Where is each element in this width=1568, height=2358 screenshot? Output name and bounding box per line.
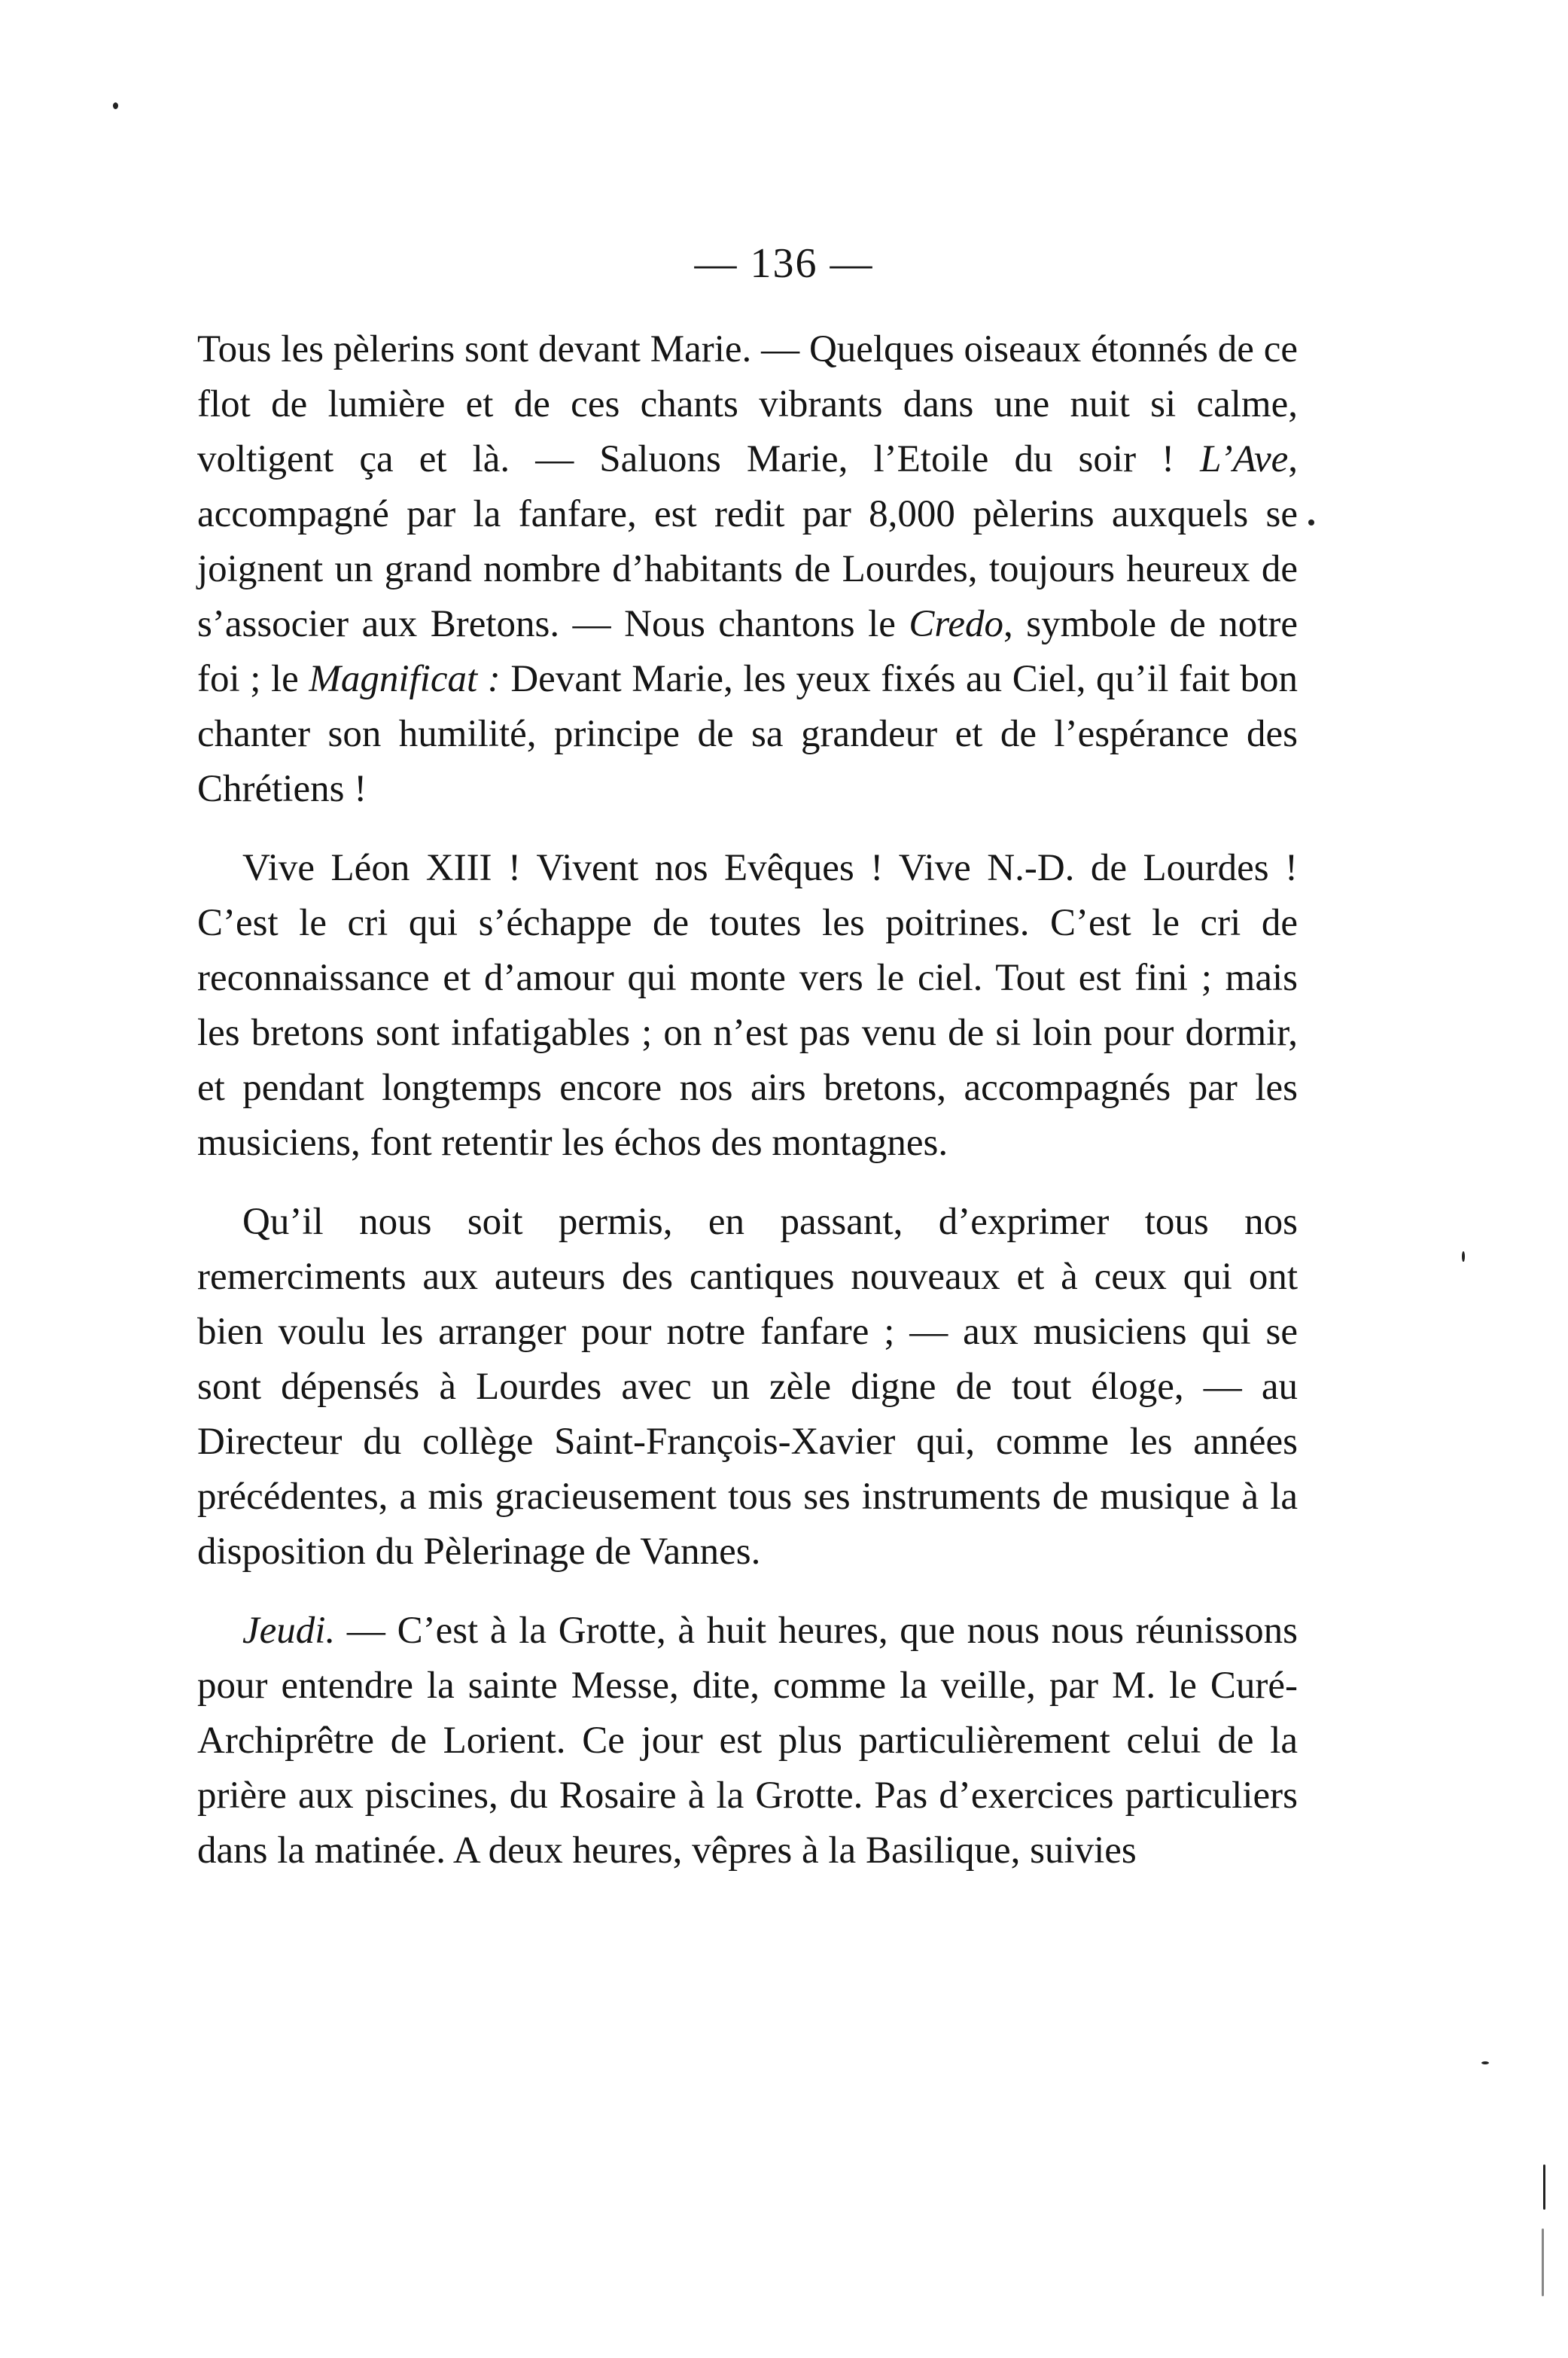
text-run: Tous les pèlerins sont devant Marie. — Quelques oiseaux étonnés de ce flot de lumière et de ces chants vibrants dans une nuit si calme, voltigent ça et là. — Saluons Marie, l’Etoile du soir ! xyxy=(197,328,1298,480)
text-run: — C’est à la Grotte, à huit heures, que nous nous réunissons pour entendre la sainte Messe, dite, comme la veille, par M. le Curé-Archiprêtre de Lorient. Ce jour est plus particulièrement celui de la prière aux piscines, du Rosaire à la Grotte. Pas d’exercices particuliers dans la matinée. A deux heures, vêpres à la Basilique, suivies xyxy=(197,1610,1298,1872)
paragraph-thanks xyxy=(197,1195,1298,1580)
scan-speck xyxy=(1308,519,1314,526)
scan-speck xyxy=(113,102,118,109)
text-run-italic: Jeudi. xyxy=(242,1610,336,1652)
text-run: , symbole de notre foi ; le xyxy=(197,603,1298,700)
text-run: , accompagné par la fanfare, est redit par 8,000 pèlerins auxquels se joignent un grand nombre d’habitants de Lourdes, toujours heureux de s’associer aux Bretons. — Nous chantons le xyxy=(197,438,1298,645)
text-run-italic: Magnificat : xyxy=(309,658,501,700)
page-number: — 136 — xyxy=(694,240,874,287)
text-run-italic: L’Ave xyxy=(1200,438,1289,480)
scan-speck xyxy=(1462,1251,1465,1262)
text-run: Qu’il nous soit permis, en passant, d’exprimer tous nos remerciments aux auteurs des cantiques nouveaux et à ceux qui ont bien voulu les arranger pour notre fanfare ; — aux musiciens qui se sont dépensés à Lourdes avec un zèle digne de tout éloge, — au Directeur du collège Saint-François-Xavier qui, comme les années précédentes, a mis gracieusement tous ses instruments de musique à la disposition du Pèlerinage de Vannes. xyxy=(197,1201,1298,1573)
text-run-italic: Credo xyxy=(909,603,1003,645)
paragraph-thursday xyxy=(197,1604,1298,1878)
scan-speck xyxy=(1543,2165,1545,2210)
text-run: Vive Léon XIII ! Vivent nos Evêques ! Vive N.-D. de Lourdes ! C’est le cri qui s’échappe de toutes les poitrines. C’est le cri de reconnaissance et d’amour qui monte vers le ciel. Tout est fini ; mais les bretons sont infatigables ; on n’est pas venu de si loin pour dormir, et pendant longtemps encore nos airs bretons, accompagnés par les musiciens, font retentir les échos des montagnes. xyxy=(197,847,1298,1164)
body-text xyxy=(197,322,1298,1878)
paragraph-acclamations xyxy=(197,841,1298,1171)
scan-speck xyxy=(1542,2229,1544,2296)
paragraph-evening-prayer xyxy=(197,322,1298,817)
scan-speck xyxy=(1481,2061,1489,2064)
text-run: Devant Marie, les yeux fixés au Ciel, qu’il fait bon chanter son humilité, principe de sa grandeur et de l’espérance des Chrétiens ! xyxy=(197,658,1298,810)
